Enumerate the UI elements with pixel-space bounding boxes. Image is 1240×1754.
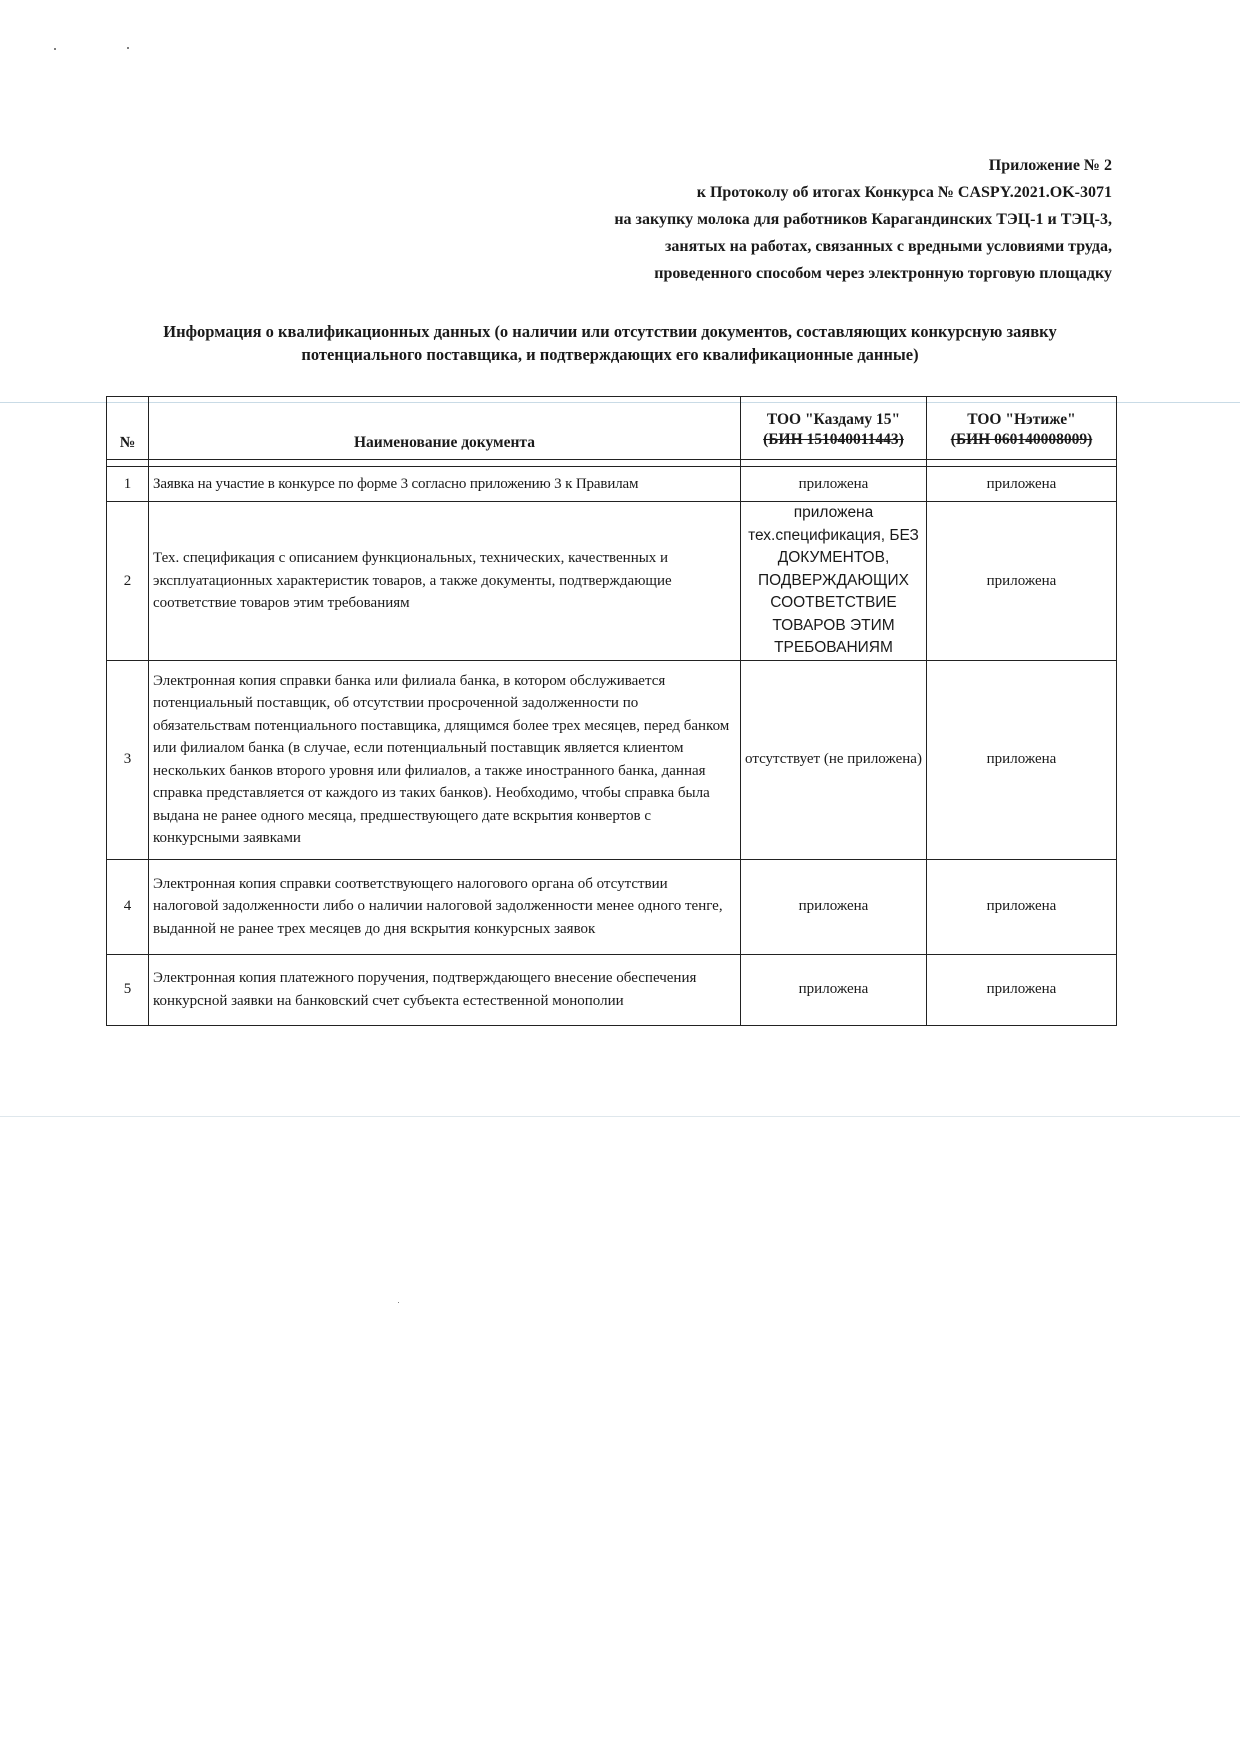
supplier-1-name: ТОО "Каздаму 15": [766, 411, 901, 428]
spacer-cell: [149, 460, 741, 467]
supplier-1-status: приложена: [741, 954, 927, 1025]
qualification-table: [106, 396, 1117, 1026]
header-document-name: Наименование документа: [149, 397, 741, 460]
supplier-1-status: приложена: [741, 859, 927, 954]
supplier-2-name: ТОО "Нэтиже": [967, 411, 1076, 428]
supplier-2-status: приложена: [927, 467, 1117, 502]
document-heading: [110, 320, 1110, 366]
table-row: [107, 660, 1117, 859]
header-supplier-1: [741, 397, 927, 460]
header-number: №: [107, 397, 149, 460]
supplier-2-status: приложена: [927, 954, 1117, 1025]
table-row: [107, 859, 1117, 954]
scan-speck: [54, 48, 56, 50]
appendix-line: на закупку молока для работников Карагандинских ТЭЦ-1 и ТЭЦ-3,: [614, 211, 1112, 228]
document-name: Электронная копия справки соответствующего налогового органа об отсутствии налоговой задолженности либо о наличии налоговой задолженности менее одного тенге, выданной не ранее трех месяцев до дня вскрытия конкурсных заявок: [149, 859, 741, 954]
appendix-line: проведенного способом через электронную торговую площадку: [654, 265, 1112, 282]
scan-speck: [398, 1302, 399, 1303]
row-number: 1: [107, 467, 149, 502]
spacer-cell: [107, 460, 149, 467]
table-header-row: [107, 397, 1117, 460]
supplier-2-bin: (БИН 060140008009): [950, 431, 1093, 448]
table-row: [107, 467, 1117, 502]
scan-line: [0, 1116, 1240, 1117]
row-number: 4: [107, 859, 149, 954]
supplier-2-status: приложена: [927, 502, 1117, 661]
table-row: [107, 954, 1117, 1025]
supplier-2-status: приложена: [927, 859, 1117, 954]
document-name: Тех. спецификация с описанием функциональных, технических, качественных и эксплуатационных характеристик товаров, а также документы, подтверждающие соответствие товаров этим требованиям: [149, 502, 741, 661]
heading-line: Информация о квалификационных данных (о наличии или отсутствии документов, составляющих конкурсную заявку: [163, 322, 1057, 341]
spacer-cell: [741, 460, 927, 467]
appendix-line: Приложение № 2: [988, 157, 1112, 174]
supplier-2-status: приложена: [927, 660, 1117, 859]
appendix-line: занятых на работах, связанных с вредными условиями труда,: [664, 238, 1112, 255]
table-spacer-row: [107, 460, 1117, 467]
spacer-cell: [927, 460, 1117, 467]
scan-speck: [127, 47, 129, 49]
heading-line: потенциального поставщика, и подтверждающих его квалификационные данные): [301, 345, 919, 364]
document-name: Заявка на участие в конкурсе по форме 3 согласно приложению 3 к Правилам: [149, 467, 741, 502]
header-supplier-2: [927, 397, 1117, 460]
table-row: [107, 502, 1117, 661]
supplier-1-status: приложена: [741, 467, 927, 502]
supplier-1-status: отсутствует (не приложена): [741, 660, 927, 859]
row-number: 5: [107, 954, 149, 1025]
supplier-1-status: приложена тех.спецификация, БЕЗ ДОКУМЕНТОВ, ПОДВЕРЖДАЮЩИХ СООТВЕТСТВИЕ ТОВАРОВ ЭТИМ ТРЕБОВАНИЯМ: [741, 502, 927, 661]
document-name: Электронная копия справки банка или филиала банка, в котором обслуживается потенциальный поставщик, об отсутствии просроченной задолженности по обязательствам потенциального поставщика, длящимся более трех месяцев, перед банком или филиалом банка (в случае, если потенциальный поставщик является клиентом нескольких банков второго уровня или филиалов, а также иностранного банка, данная справка представляется от каждого из таких банков). Необходимо, чтобы справка была выдана не ранее одного месяца, предшествующего дате вскрытия конвертов с конкурсными заявками: [149, 660, 741, 859]
row-number: 2: [107, 502, 149, 661]
document-name: Электронная копия платежного поручения, подтверждающего внесение обеспечения конкурсной заявки на банковский счет субъекта естественной монополии: [149, 954, 741, 1025]
row-number: 3: [107, 660, 149, 859]
appendix-line: к Протоколу об итогах Конкурса № CASPY.2021.OK-3071: [696, 184, 1112, 201]
supplier-1-bin: (БИН 151040011443): [763, 431, 904, 448]
appendix-header: [352, 152, 1112, 287]
